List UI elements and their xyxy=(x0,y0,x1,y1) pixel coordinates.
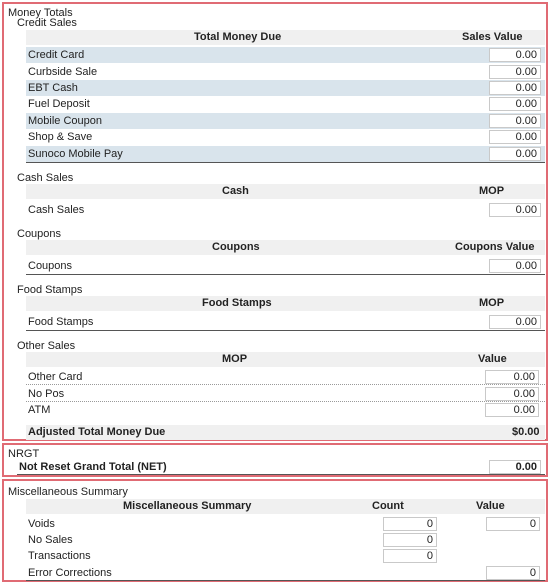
count-field[interactable]: 0 xyxy=(383,533,437,547)
sales-value-field[interactable]: 0.00 xyxy=(489,97,541,111)
cash-sales-row xyxy=(26,202,545,218)
credit-sales-row-credit-card xyxy=(26,47,545,63)
food-stamps-row xyxy=(26,314,545,330)
money-totals-panel xyxy=(2,2,548,441)
other-sales-label: Other Sales xyxy=(17,340,76,352)
credit-sales-label: Credit Sales xyxy=(17,17,77,29)
nrgt-panel xyxy=(2,443,548,477)
row-label: Fuel Deposit xyxy=(28,98,90,110)
row-label: Credit Card xyxy=(28,49,85,61)
credit-sales-row-shop-save xyxy=(26,129,545,145)
other-sales-header-col2: Value xyxy=(478,353,507,365)
other-sales-value-field[interactable]: 0.00 xyxy=(485,387,539,401)
misc-summary-panel xyxy=(2,479,548,582)
value-field[interactable]: 0 xyxy=(486,517,540,531)
misc-header-col2: Count xyxy=(372,500,404,512)
misc-row-no-sales xyxy=(26,532,545,548)
other-sales-row-other-card xyxy=(26,369,545,385)
sales-value-field[interactable]: 0.00 xyxy=(489,130,541,144)
adjusted-total-value: $0.00 xyxy=(512,426,540,438)
count-field[interactable]: 0 xyxy=(383,517,437,531)
misc-header-col3: Value xyxy=(476,500,505,512)
cash-sales-value-field[interactable]: 0.00 xyxy=(489,203,541,217)
adjusted-total-label: Adjusted Total Money Due xyxy=(28,426,166,438)
row-label: EBT Cash xyxy=(28,82,78,94)
cash-sales-header-col2: MOP xyxy=(479,185,505,197)
row-label: Curbside Sale xyxy=(28,66,98,78)
credit-sales-header-col2: Sales Value xyxy=(462,31,523,43)
row-label: Error Corrections xyxy=(28,567,112,579)
misc-summary-title: Miscellaneous Summary xyxy=(8,486,128,498)
row-label: Mobile Coupon xyxy=(28,115,102,127)
value-field[interactable]: 0 xyxy=(486,566,540,580)
coupons-header-col2: Coupons Value xyxy=(455,241,535,253)
other-sales-header xyxy=(26,352,545,367)
coupons-divider xyxy=(26,274,545,275)
sales-value-field[interactable]: 0.00 xyxy=(489,81,541,95)
sales-value-field[interactable]: 0.00 xyxy=(489,48,541,62)
misc-row-voids xyxy=(26,516,545,532)
cash-sales-header-col1: Cash xyxy=(222,185,249,197)
food-stamps-divider xyxy=(26,330,545,331)
coupons-header xyxy=(26,240,545,255)
nrgt-value-field[interactable]: 0.00 xyxy=(489,460,541,474)
credit-sales-row-sunoco-mobile-pay xyxy=(26,146,545,162)
row-label: No Pos xyxy=(28,388,65,400)
misc-header-col1: Miscellaneous Summary xyxy=(123,500,252,512)
other-sales-value-field[interactable]: 0.00 xyxy=(485,370,539,384)
other-sales-row-atm xyxy=(26,402,545,418)
other-sales-row-no-pos xyxy=(26,386,545,402)
adjusted-total-row xyxy=(26,425,545,440)
credit-sales-header-col1: Total Money Due xyxy=(194,31,282,43)
nrgt-title: NRGT xyxy=(8,448,40,460)
sales-value-field[interactable]: 0.00 xyxy=(489,65,541,79)
other-sales-header-col1: MOP xyxy=(222,353,248,365)
row-label: Voids xyxy=(28,518,55,530)
row-label: Cash Sales xyxy=(28,204,85,216)
credit-sales-row-fuel-deposit xyxy=(26,96,545,112)
misc-summary-header xyxy=(26,499,545,514)
count-field[interactable]: 0 xyxy=(383,549,437,563)
credit-sales-row-mobile-coupon xyxy=(26,113,545,129)
row-label: Sunoco Mobile Pay xyxy=(28,148,123,160)
nrgt-row xyxy=(17,459,545,475)
row-label: Other Card xyxy=(28,371,83,383)
nrgt-label: Not Reset Grand Total (NET) xyxy=(19,461,167,473)
row-label: Shop & Save xyxy=(28,131,93,143)
food-stamps-value-field[interactable]: 0.00 xyxy=(489,315,541,329)
food-stamps-header-col1: Food Stamps xyxy=(202,297,272,309)
credit-sales-row-curbside-sale xyxy=(26,64,545,80)
coupons-row xyxy=(26,258,545,274)
cash-sales-header xyxy=(26,184,545,199)
food-stamps-header-col2: MOP xyxy=(479,297,505,309)
food-stamps-label: Food Stamps xyxy=(17,284,83,296)
other-sales-value-field[interactable]: 0.00 xyxy=(485,403,539,417)
credit-sales-header xyxy=(26,30,545,45)
row-label: Transactions xyxy=(28,550,91,562)
cash-sales-label: Cash Sales xyxy=(17,172,74,184)
credit-sales-divider xyxy=(26,162,545,163)
money-totals-title: Money Totals xyxy=(8,7,73,19)
row-label: ATM xyxy=(28,404,51,416)
sales-value-field[interactable]: 0.00 xyxy=(489,147,541,161)
credit-sales-row-ebt-cash xyxy=(26,80,545,96)
sales-value-field[interactable]: 0.00 xyxy=(489,114,541,128)
coupons-header-col1: Coupons xyxy=(212,241,260,253)
row-label: No Sales xyxy=(28,534,73,546)
misc-row-transactions xyxy=(26,548,545,564)
misc-row-error-corrections xyxy=(26,565,545,581)
row-label: Food Stamps xyxy=(28,316,94,328)
food-stamps-header xyxy=(26,296,545,311)
row-label: Coupons xyxy=(28,260,73,272)
coupons-label: Coupons xyxy=(17,228,62,240)
coupons-value-field[interactable]: 0.00 xyxy=(489,259,541,273)
